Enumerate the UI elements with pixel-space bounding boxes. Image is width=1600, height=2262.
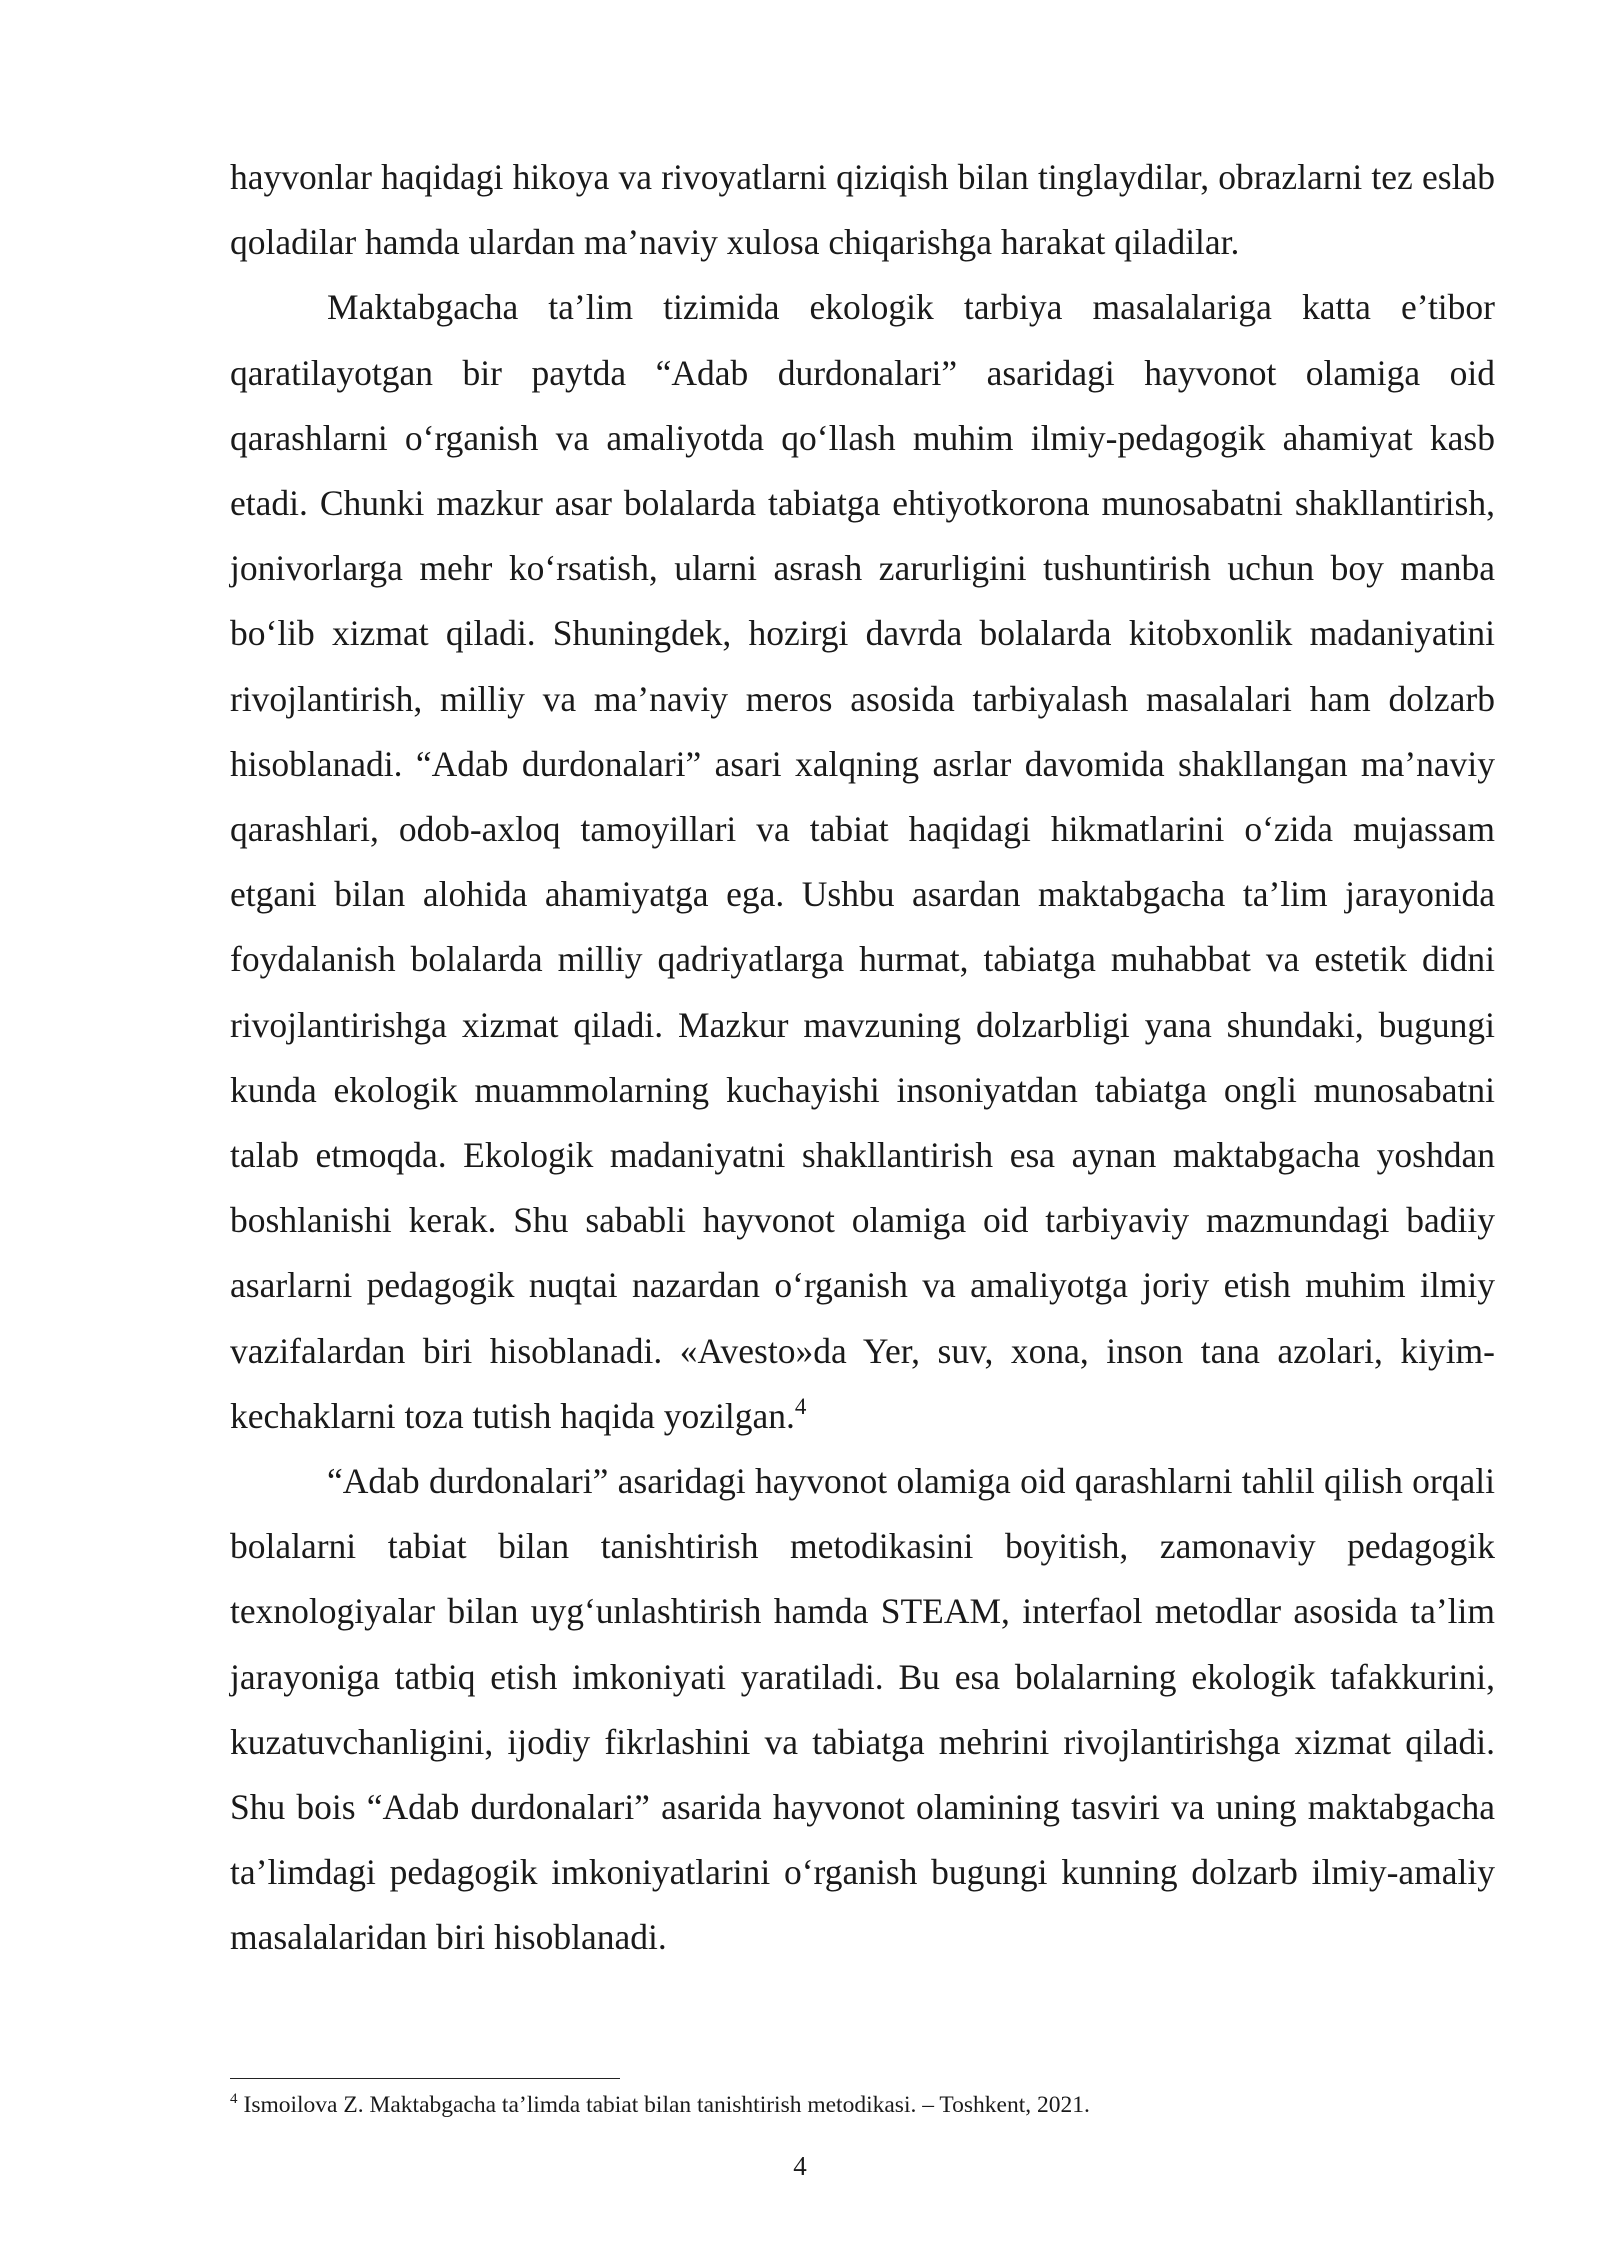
footnote-text: Ismoilova Z. Maktabgacha ta’limda tabiat bilan tanishtirish metodikasi. – Toshkent, 2021. [243,2092,1090,2118]
page-body [230,145,1495,1971]
footnote [230,2089,1495,2124]
footnote-number: 4 [230,2091,238,2107]
paragraph-text: Maktabgacha ta’lim tizimida ekologik tarbiya masalalariga katta e’tibor qaratilayotgan bir paytda “Adab durdonalari” asaridagi hayvonot olamiga oid qarashlarni o‘rganish va amaliyotda qo‘llash muhim ilmiy-pedagogik ahamiyat kasb etadi. Chunki mazkur asar bolalarda tabiatga ehtiyotkorona munosabatni shakllantirish, jonivorlarga mehr ko‘rsatish, ularni asrash zarurligini tushuntirish uchun boy manba bo‘lib xizmat qiladi. Shuningdek, hozirgi davrda bolalarda kitobxonlik madaniyatini rivojlantirish, milliy va ma’naviy meros asosida tarbiyalash masalalari ham dolzarb hisoblanadi. “Adab durdonalari” asari xalqning asrlar davomida shakllangan ma’naviy qarashlari, odob-axloq tamoyillari va tabiat haqidagi hikmatlarini o‘zida mujassam etgani bilan alohida ahamiyatga ega. Ushbu asardan maktabgacha ta’lim jarayonida foydalanish bolalarda milliy qadriyatlarga hurmat, tabiatga muhabbat va estetik didni rivojlantirishga xizmat qiladi. Mazkur mavzuning dolzarbligi yana shundaki, bugungi kunda ekologik muammolarning kuchayishi insoniyatdan tabiatga ongli munosabatni talab etmoqda. Ekologik madaniyatni shakllantirish esa aynan maktabgacha yoshdan boshlanishi kerak. Shu sababli hayvonot olamiga oid tarbiyaviy mazmundagi badiiy asarlarni pedagogik nuqtai nazardan o‘rganish va amaliyotga joriy etish muhim ilmiy vazifalardan biri hisoblanadi. «Avesto»da Yer, suv, xona, inson tana azolari, kiyim-kechaklarni toza tutish haqida yozilgan. [230,287,1495,1436]
page-number: 4 [793,2151,807,2181]
footnote-separator [230,2078,620,2079]
footnote-reference[interactable]: 4 [794,1393,807,1419]
paragraph-ecological-education [230,275,1495,1449]
paragraph-methodology: “Adab durdonalari” asaridagi hayvonot olamiga oid qarashlarni tahlil qilish orqali bolalarni tabiat bilan tanishtirish metodikasini boyitish, zamonaviy pedagogik texnologiyalar bilan uyg‘unlashtirish hamda STEAM, interfaol metodlar asosida ta’lim jarayoniga tatbiq etish imkoniyati yaratiladi. Bu esa bolalarning ekologik tafakkurini, kuzatuvchanligini, ijodiy fikrlashini va tabiatga mehrini rivojlantirishga xizmat qiladi. Shu bois “Adab durdonalari” asarida hayvonot olamining tasviri va uning maktabgacha ta’limdagi pedagogik imkoniyatlarini o‘rganish bugungi kunning dolzarb ilmiy-amaliy masalalaridan biri hisoblanadi. [230,1461,1495,1958]
paragraph-continuation: hayvonlar haqidagi hikoya va rivoyatlarni qiziqish bilan tinglaydilar, obrazlarni tez eslab qoladilar hamda ulardan ma’naviy xulosa chiqarishga harakat qiladilar. [230,157,1495,263]
